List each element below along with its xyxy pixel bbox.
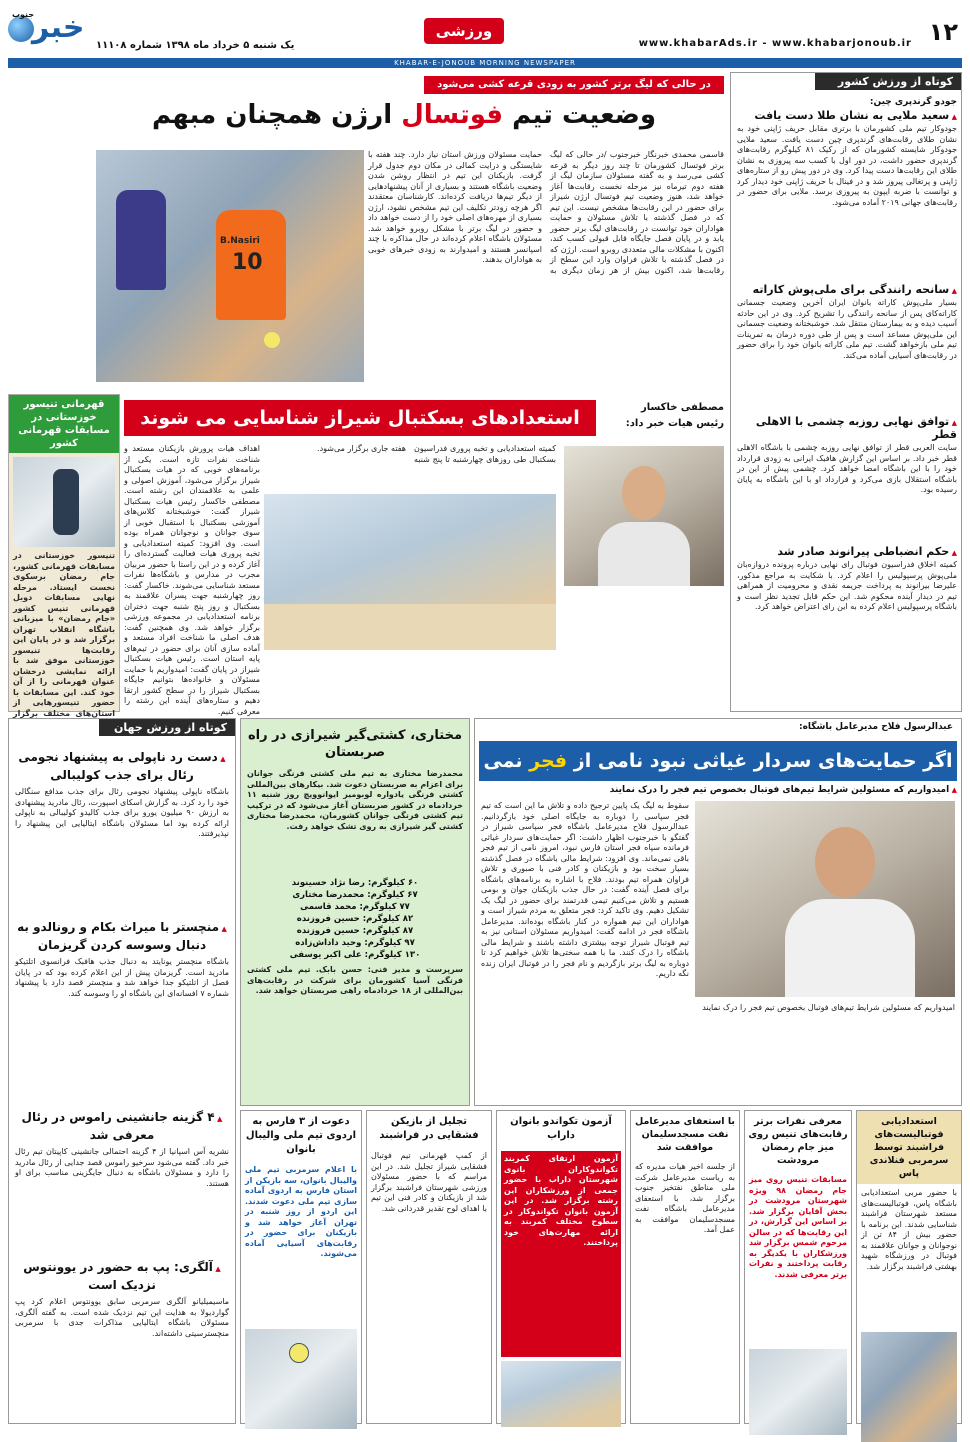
news-kicker: جودو گرندپری چین:: [869, 97, 957, 107]
futsal-body: قاسمی محمدی خبرنگار خبرجنوب /در حالی که لیگ برتر فوتسال کشورمان تا چند روز دیگر به قرعه کشی می‌رسد و به گفته مسئولان سازمان لیگ از هفته دوم تیرماه نیز مرحله نخست رقابت‌ها آغاز خواهد شد، هنوز وضعیت تیم فوتسال ارژن شیراز برای حضور در این رقابت‌ها مشخص نیست. این تیم که در فصل گذشته با تلاش مسئولان و حمایت هواداران خود توانست در رقابت‌های لیگ برتر حضور یابد و در پایان فصل جایگاه قابل قبولی کسب کند، اکنون با مشکلات مالی متعددی روبرو است. ارژن که در فصل گذشته با تلاش فراوان وارد این سطح از رقابت‌ها شد، اکنون بیش از هر زمان دیگری به حمایت مسئولان ورزش استان نیاز دارد. چند هفته با شایستگی و درایت کمالی در مکان دوم جدول قرار گرفت. بازیکنان این تیم در انتظار روشن شدن وضعیت باشگاه هستند و بسیاری از آنان پیشنهادهایی از دیگر تیم‌ها دریافت کرده‌اند. کارشناسان معتقدند اگر هرچه زودتر تکلیف این تیم مشخص نشود، ارژن بسیاری از مهره‌های اصلی خود را از دست خواهد داد و حضور در لیگ برتر با مشکل روبرو خواهد شد. مسئولان باشگاه اعلام کرده‌اند در حال مذاکره با چند اسپانسر هستند و امیدوارند به زودی خبرهای خوبی به هواداران بدهند.: [368, 150, 724, 275]
fajr-kicker: عبدالرسول فلاح مدیرعامل باشگاه:: [798, 722, 953, 732]
news-item: [737, 543, 957, 703]
bottom-box: [856, 1110, 962, 1424]
futsal-photo: [96, 150, 364, 382]
world-news-column: [8, 718, 236, 1424]
news-headline: ▲ سانحه رانندگی برای ملی‌پوش کاراته: [737, 283, 957, 296]
news-headline: ▲ دست رد ناپولی به پیشنهاد نجومی رئال برای جذب کولیبالی: [15, 749, 229, 783]
news-body: باشگاه منچستر یونایتد به دنبال جذب هافبک فرانسوی اتلتیکو مادرید است. گریزمان پیش از این اعلام کرده بود که در پایان فصل از اتلتیکو جدا خواهد شد و منچستر قصد دارد با پیشنهاد شماره ۷ افسانه‌ای این باشگاه او را وسوسه کند.: [15, 957, 229, 998]
bottom-box-title: تجلیل از بازیکن فشقایی در فراشبند: [379, 1116, 479, 1141]
world-news-title: کوتاه از ورزش جهان: [99, 719, 235, 736]
website-line: www.khabarAds.ir - www.khabarjonoub.ir: [638, 38, 912, 49]
news-headline: ▲ آلگری: پپ به حضور در یوونتوس نزدیک است: [15, 1259, 229, 1293]
basketball-portrait: [564, 446, 724, 586]
news-item: [737, 97, 957, 267]
basketball-person-role: رئیس هیات خبر داد:: [625, 418, 724, 429]
headline-part: نمی: [483, 750, 523, 772]
bottom-box-title: با استعفای مدیرعامل نفت مسجدسلیمان موافقت شد: [635, 1116, 735, 1153]
news-item: [15, 919, 229, 1099]
bottom-box-photo: [749, 1349, 847, 1435]
portrait-body: [598, 522, 690, 586]
news-headline: ▲ توافق نهایی روزبه چشمی با الاهلی قطر: [737, 415, 957, 441]
bottom-box-title: استعدادیابی فوتبالیست‌های فراشبند توسط سرمربی فنلاندی پاس: [857, 1111, 961, 1184]
fajr-lead: ▲ امیدواریم که مسئولین شرایط تیم‌های فوتبال بخصوص تیم فجر را درک نمایند: [481, 785, 957, 795]
short-news-title: کوتاه از ورزش کشور: [815, 73, 961, 90]
portrait-face: [622, 466, 666, 520]
page-number: ۱۲: [928, 18, 958, 46]
news-item: [737, 413, 957, 543]
paper-name: خبر: [32, 10, 85, 45]
basketball-headline-bar: استعدادهای بسکتبال شیراز شناسایی می شوند: [124, 400, 596, 436]
bottom-box: [240, 1110, 362, 1424]
portrait-face: [815, 827, 875, 897]
basketball-body: اهداف هیات پرورش بازیکنان مستعد و شناخت نفرات تازه است. یکی از برنامه‌های خوبی که در هیات بسکتبال شیراز برگزار می‌شود، آموزش اصولی و علمی به علاقمندان این رشته است. مصطفی خاکسار رئیس هیات بسکتبال شیراز گفت: خوشبختانه کلاس‌های آموزشی بسکتبال با استقبال خوبی از سوی جوانان و نوجوانان همراه بوده است. وی افزود: کمیته استعدادیابی و تخبه پروری هیات فعالیت گسترده‌ای را آغاز کرده و در این راستا با حضور مربیان مجرب در مدارس و باشگاه‌ها نفرات مستعد شناسایی می‌شوند. خاکسار گفت: روز چهارشنبه جهت پسران علاقمند به بسکتبال و روز پنج شنبه جهت دختران برنامه استعدادیابی در مجموعه ورزشی برگزار خواهد شد. وی همچنین گفت: هدف اصلی ما شناخت افراد مستعد و آماده سازی آنان برای حضور در تیم‌های پایه استان است. رئیس هیات بسکتبال شیراز در پایان گفت: امیدواریم با حمایت مسئولان و خانواده‌ها بتوانیم جایگاه بسکتبال شیراز را در سطح کشور ارتقا دهیم و ستاره‌های آینده این رشته را معرفی کنیم.: [124, 444, 260, 716]
section-badge: ورزشی: [424, 18, 504, 44]
ball: [264, 332, 280, 348]
fajr-body: سقوط به لیگ یک پایین ترجیح داده و تلاش ما این است که تیم فجر سپاسی را دوباره به جایگاه اصلی خود بازگردانیم. عبدالرسول فلاح مدیرعامل باشگاه فجر سپاسی شیراز در گفتگو با خبرجنوب اظهار داشت: اگر حمایت‌های سردار غیاثی فرمانده سپاه فجر استان فارس نبود، امروز نامی از تیم فجر باقی نمی‌ماند. وی افزود: شرایط مالی باشگاه در فصل گذشته بسیار سخت بود و بازیکنان و کادر فنی با صبوری و تلاش فراوان همراه تیم بودند. فلاح با اشاره به برنامه‌های باشگاه برای فصل آینده گفت: در حال جذب بازیکنان جوان و بومی هستیم و تلاش می‌کنیم تیمی قدرتمند برای حضور در لیگ یک تشکیل دهیم. وی تاکید کرد: فجر متعلق به مردم شیراز است و هواداران این تیم همواره در کنار باشگاه بوده‌اند. مدیرعامل باشگاه فجر در ادامه گفت: امیدواریم مسئولان استانی نیز به تیم فوتبال شیراز توجه بیشتری داشته باشند و شرایط مالی باشگاه را درک کنند. ما با همه سختی‌ها تلاش خواهیم کرد تا دوباره به لیگ برتر بازگردیم و نام فجر را در فوتبال ایران زنده نگه داریم.: [481, 801, 689, 978]
wrestling-list-item: ۸۷ کیلوگرم: حسین فروزنده: [296, 926, 414, 936]
bottom-box-photo: [861, 1332, 957, 1442]
wrestling-body: محمدرضا مختاری به تیم ملی کشتی فرنگی جوانان برای اعزام به صربستان دعوت شد. بیکارهای بین‌المللی کشتی فرنگی یادواره لوبومیر ایوانوویچ روز شنبه ۱۱ خردادماه در کشور صربستان آغاز می‌شود که در ترکیب تیم کشتی فرنگی جوانان کشورمان، محمدرضا مختاری کشتی گیر شیرازی به روی تشک خواهد رفت.: [247, 769, 463, 831]
news-item: [737, 281, 957, 411]
headline-highlight: فوتسال: [401, 100, 504, 130]
bottom-box-title: معرفی نفرات برتر رقابت‌های تنیس روی میز جام رمضان مرودشت: [748, 1116, 848, 1166]
bottom-box: [630, 1110, 740, 1424]
short-news-column: [730, 72, 962, 712]
news-body: سایت العربی قطر از توافق نهایی روزبه چشمی با باشگاه الاهلی قطر خبر داد. بر اساس این گزارش هافبک ایرانی به زودی قرارداد خود را با این باشگاه امضا خواهد کرد. چشمی پیش از این در باشگاه استقلال بازی می‌کرد و قرارداد او با این باشگاه به پایان رسیده بود.: [737, 443, 957, 494]
news-headline: ▲ ۴ گزینه جانشینی راموس در رئال معرفی شد: [15, 1109, 229, 1143]
wrestling-list-item: ۶۰ کیلوگرم: رضا نژاد حسینوند: [291, 878, 419, 888]
bottom-box: [744, 1110, 852, 1424]
futsal-kicker: در حالی که لیگ برتر کشور به زودی قرعه کشی می‌شود: [424, 76, 724, 94]
opponent-figure: [116, 190, 166, 290]
wrestling-list: [247, 877, 463, 961]
headline-part: اگر حمایت‌های سردار غیاثی نبود نامی از: [573, 750, 953, 772]
fajr-body-cont: امیدواریم که مسئولین شرایط تیم‌های فوتبال بخصوص تیم فجر را درک نمایند: [702, 1003, 955, 1012]
headline-highlight: فجر: [529, 750, 568, 772]
wrestling-tail: سرپرست و مدیر فنی: حسن بابک. تیم ملی کشتی فرنگی آسیا کشورمان برای شرکت در رقابت‌های بین‌المللی از ۱۸ خردادماه راهی صربستان خواهد شد.: [247, 965, 463, 995]
news-body: جودوکار تیم ملی کشورمان با برتری مقابل حریف ژاپنی خود به نشان طلای رقابت‌های گرندپری چین دست یافت. سعید ملایی جودوکار شایسته کشورمان که از رکیک ۸۱ کیلوگرم رقابت‌های گرندپری حضور داشت، در دور اول با کسب سه پیروزی به نشان طلای این رقابت‌ها دست پیدا کرد. وی در دور پیش رو از ستاره‌های ژاپنی و پرتغالی پیروز شد و در فینال با حریف ژاپنی خود دیدار کرد و توانست با ضربه ایپون به پیروزی برسد. ملایی برای حضور در رقابت‌های جهانی ۲۰۱۹ آماده می‌شود.: [737, 124, 958, 207]
news-body: نشریه آس اسپانیا از ۴ گزینه احتمالی جانشینی کاپیتان تیم رئال خبر داد. گفته می‌شود سرخیو راموس قصد جدایی از رئال مادرید را دارد و مسئولان باشگاه به دنبال جایگزینی مناسب برای او هستند.: [15, 1147, 229, 1188]
tennis-body: تنیسور خوزستانی در مسابقات قهرمانی کشور، جام رمضان برسکوی نخست ایستاد. مرحله نهایی مسابقات دوبل قهرمانی تنیس کشور «جام رمضان» با میزبانی باشگاه انقلاب تهران برگزار شد و در پایان این رقابت‌ها تنیسور خوزستانی موفق شد با ارائه نمایشی درخشان عنوان قهرمانی را از آن خود کند. این مسابقات با حضور تنیسورهایی از استان‌های مختلف برگزار: [13, 551, 115, 718]
english-name-bar: KHABAR-E-JONOUB MORNING NEWSPAPER: [8, 58, 962, 68]
fajr-headline: [479, 741, 957, 781]
logo-globe-icon: [8, 16, 34, 42]
wrestling-list-item: ۶۷ کیلوگرم: محمدرضا مختاری: [292, 890, 418, 900]
volleyball-icon: [289, 1343, 309, 1363]
bottom-box-body: با اعلام سرمربی تیم ملی والیبال بانوان، سه بازیکن از استان فارس به اردوی آماده سازی تیم ملی دعوت شدند. این اردو از روز شنبه در تهران آغاز خواهد شد و بازیکنان برای حضور در رقابت‌های آسیایی آماده می‌شوند.: [245, 1165, 357, 1258]
basketball-photo: [264, 494, 556, 650]
court-line: [264, 604, 556, 650]
futsal-article: [8, 74, 724, 392]
wrestling-list-item: ۸۲ کیلوگرم: حسین فروزنده: [296, 914, 414, 924]
bottom-box: [496, 1110, 626, 1424]
bottom-box-photo: [501, 1361, 621, 1427]
news-item: [15, 1259, 229, 1419]
headline-part: وضعیت تیم: [512, 100, 657, 130]
basketball-article: [124, 394, 724, 716]
tennis-title: قهرمانی تنیسور خوزستانی در مسابقات قهرمانی کشور: [9, 395, 119, 453]
fajr-photo: [695, 801, 955, 997]
news-headline: ▲ منچستر با میراث بکام و رونالدو به دنبال وسوسه کردن گریزمان: [15, 919, 229, 953]
news-body: بسیار ملی‌پوش کاراته بانوان ایران آخرین وضعیت جسمانی کاراته‌کای پس از سانحه رانندگی را تشریح کرد. وی در این حادثه آسیب دیده و به بیمارستان منتقل شد. خوشبختانه وضعیت جسمانی این ملی‌پوش مساعد است و پس از طی دوره درمان به تمرینات تیم ملی بازخواهد گشت. تیم ملی کاراته بانوان خود را برای حضور در رقابت‌های آسیایی آماده می‌کند.: [737, 298, 957, 360]
futsal-headline: [84, 100, 724, 140]
news-headline: ▲ حکم انضباطی پیرانوند صادر شد: [737, 545, 957, 558]
page-header: [0, 0, 970, 72]
jersey-name: B.Nasiri: [220, 236, 260, 246]
paper-sub: جنوب: [12, 10, 35, 19]
paper-logo: [8, 10, 88, 52]
portrait-body: [785, 899, 915, 997]
wrestling-list-item: ۹۷ کیلوگرم: وحید داداش‌زاده: [295, 938, 415, 948]
date-line: یک شنبه ۵ خرداد ماه ۱۳۹۸ شماره ۱۱۱۰۸: [96, 40, 295, 51]
bottom-box-body: از کمپ قهرمانی تیم فوتبال فشقایی شیراز تجلیل شد. در این مراسم که با حضور مسئولان ورزشی شهرستان فراشبند برگزار شد از بازیکنان و کادر فنی این تیم با اهدای لوح تقدیر قدردانی شد.: [371, 1151, 487, 1213]
bottom-box-body: مسابقات تنیس روی میز جام رمضان ۹۸ ویژه شهرستان مرودشت در بخش آقایان برگزار شد. بر اساس این گزارش، در این رقابت‌ها که در سالن مرحوم شمس برگزار شد ورزشکاران با یکدیگر به رقابت پرداختند و نفرات برتر معرفی شدند.: [749, 1175, 847, 1279]
bottom-box-title: آزمون تکواندو بانوان داراب: [510, 1116, 612, 1141]
news-body: ماسیمیلیانو آلگری سرمربی سابق یوونتوس اعلام کرد پپ گواردیولا به هدایت این تیم نزدیک شده است. به گفته آلگری، مسئولان باشگاه ایتالیایی مذاکرات جدی با سرمربی منچسترسیتی داشته‌اند.: [15, 1297, 229, 1338]
bottom-box: [366, 1110, 492, 1424]
news-item: [15, 1109, 229, 1249]
bottom-box-photo: [245, 1329, 357, 1429]
basketball-photo-caption: کمیته استعدادیابی و تخبه پروری فدراسیون بسکتبال طی روزهای چهارشنبه تا پنج شنبه هفته جاری برگزار می‌شود.: [317, 444, 556, 464]
jersey-number: 10: [232, 250, 263, 275]
bottom-box-body: از جلسه اخیر هیات مدیره که به ریاست مدیرعامل شرکت ملی مناطق نفتخیز جنوب برگزار شد، با استعفای مدیرعامل باشگاه نفت مسجدسلیمان موافقت به عمل آمد.: [635, 1162, 735, 1234]
bottom-box-title: دعوت از ۳ فارس به اردوی تیم ملی والیبال بانوان: [245, 1116, 357, 1155]
news-body: کمیته اخلاق فدراسیون فوتبال رای نهایی درباره پرونده دروازه‌بان ملی‌پوش پرسپولیس را اعلام کرد. با شکایت به مراجع مذکور، علیرضا بیرانوند به پرداخت جریمه نقدی و محرومیت از همراهی تیم در دیدار آینده محکوم شد. این حکم قابل تجدید نظر است و باشگاه پرسپولیس اعلام کرده به این رای اعتراض خواهد کرد.: [737, 560, 957, 611]
headline-part: ارژن همچنان مبهم: [151, 100, 393, 130]
fajr-article: [474, 718, 962, 1106]
wrestling-list-item: ۱۳۰ کیلوگرم: علی اکبر یوسفی: [289, 950, 421, 960]
basketball-person-name: مصطفی خاکسار: [640, 402, 724, 413]
bottom-box-body: آزمون ارتقای کمربند تکواندوکاران بانوی شهرستان داراب با حضور جمعی از ورزشکاران این رشته برگزار شد. در این آزمون بانوان تکواندوکار در سطوح مختلف کمربند به ارائه مهارت‌های خود پرداختند.: [501, 1151, 621, 1357]
tennis-photo: [13, 457, 115, 547]
news-item: [15, 749, 229, 909]
wrestling-box: [240, 718, 470, 1106]
wrestling-headline: مختاری، کشتی‌گیر شیرازی در راه صربستان: [247, 728, 463, 760]
wrestling-list-item: ۷۷ کیلوگرم: محمد قاسمی: [300, 902, 410, 912]
news-headline: ▲ سعید ملایی به نشان طلا دست یافت: [737, 109, 957, 122]
news-body: باشگاه ناپولی پیشنهاد نجومی رئال برای جذب مدافع سنگالی خود را رد کرد. به گزارش اسکای اسپورت، رئال مادرید پیشنهادی به ارزش ۹۰ میلیون یورو برای جذب کالیدو کولیبالی به ناپولی ارائه کرده بود اما مسئولان باشگاه ایتالیایی این پیشنهاد را نپذیرفتند.: [15, 787, 229, 838]
bottom-box-body: با حضور مربی استعدادیابی باشگاه پاس، فوتبالیست‌های مستعد شهرستان فراشبند شناسایی شدند. این برنامه با حضور بیش از ۸۴ تن از نوجوانان و جوانان علاقمند به فوتبال در ورزشگاه شهید بهشتی فراشبند برگزار شد.: [861, 1188, 957, 1271]
player-figure: [53, 469, 79, 535]
tennis-box: [8, 394, 120, 718]
